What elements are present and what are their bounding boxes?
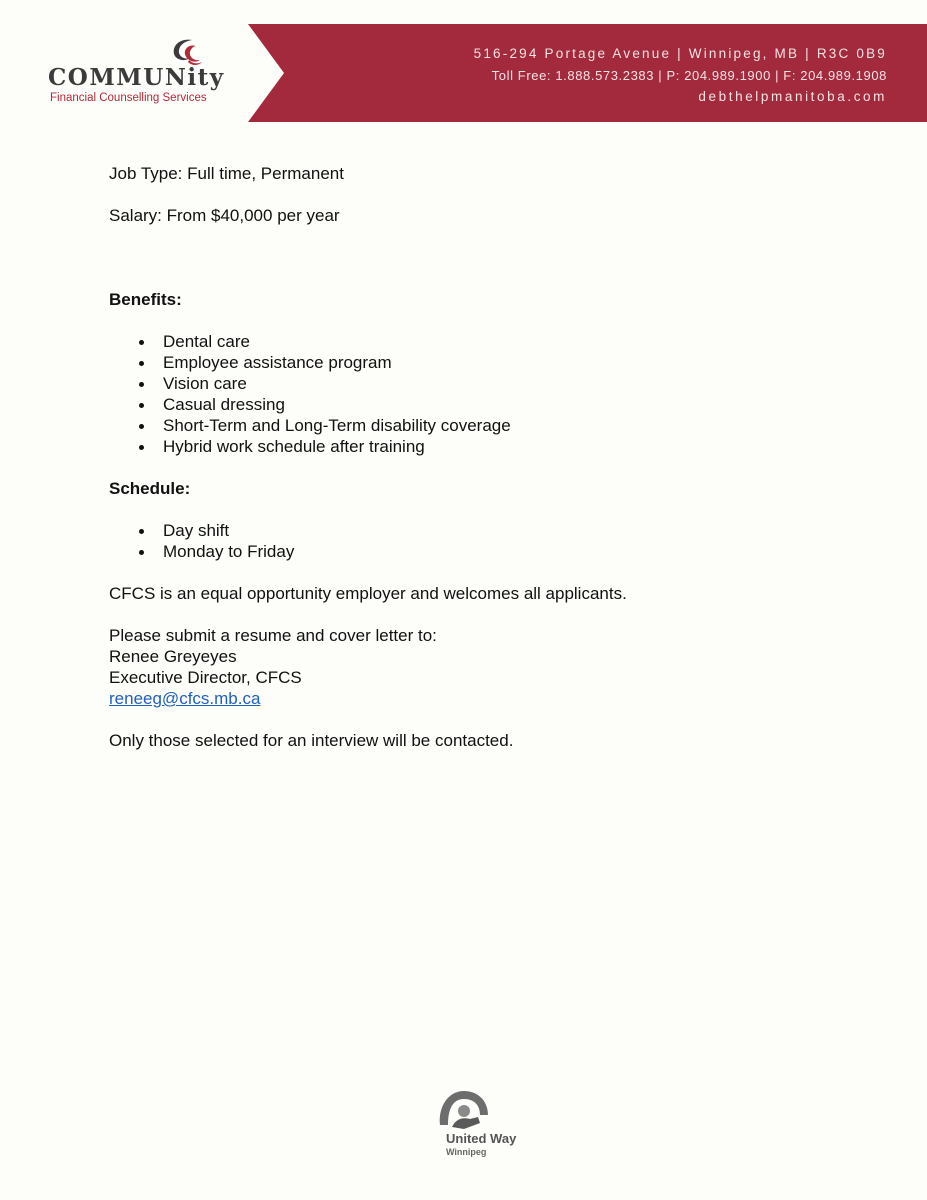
- benefits-heading: Benefits:: [109, 290, 182, 309]
- list-item: Hybrid work schedule after training: [109, 436, 821, 457]
- bullet-icon: [139, 403, 144, 408]
- letterhead: [0, 0, 927, 125]
- bullet-icon: [139, 361, 144, 366]
- salary: Salary: From $40,000 per year: [109, 206, 340, 225]
- website-line: debthelpmanitoba.com: [698, 89, 887, 104]
- united-way-name: United Way: [446, 1131, 517, 1146]
- list-item: Short-Term and Long-Term disability coverage: [109, 415, 821, 436]
- bullet-icon: [139, 529, 144, 534]
- contact-intro: Please submit a resume and cover letter to:: [109, 626, 437, 645]
- bullet-icon: [139, 340, 144, 345]
- address-line: 516-294 Portage Avenue | Winnipeg, MB | R3C 0B9: [473, 46, 887, 61]
- united-way-hand-icon: [434, 1085, 494, 1131]
- united-way-logo: [432, 1085, 542, 1165]
- list-item: Day shift: [109, 520, 821, 541]
- community-logo: [44, 34, 244, 114]
- logo-subtitle: Financial Counselling Services: [50, 92, 207, 104]
- benefits-list: [109, 331, 821, 457]
- contact-banner: [248, 24, 927, 122]
- logo-wordmark: COMMUNity: [48, 64, 225, 91]
- bullet-icon: [139, 424, 144, 429]
- bullet-icon: [139, 445, 144, 450]
- contact-name: Renee Greyeyes: [109, 647, 237, 666]
- bullet-icon: [139, 382, 144, 387]
- bullet-icon: [139, 550, 144, 555]
- schedule-heading: Schedule:: [109, 479, 191, 498]
- list-item: Casual dressing: [109, 394, 821, 415]
- list-item: Dental care: [109, 331, 821, 352]
- united-way-city: Winnipeg: [446, 1147, 487, 1157]
- list-item: Vision care: [109, 373, 821, 394]
- job-type: Job Type: Full time, Permanent: [109, 164, 344, 183]
- phone-line: Toll Free: 1.888.573.2383 | P: 204.989.1900 | F: 204.989.1908: [491, 68, 887, 83]
- list-item: Employee assistance program: [109, 352, 821, 373]
- job-posting-body: [109, 163, 821, 751]
- list-item: Monday to Friday: [109, 541, 821, 562]
- schedule-list: [109, 520, 821, 562]
- contact-title: Executive Director, CFCS: [109, 668, 302, 687]
- closing-note: Only those selected for an interview will be contacted.: [109, 731, 514, 750]
- contact-email-link[interactable]: reneeg@cfcs.mb.ca: [109, 689, 261, 708]
- equal-opportunity-statement: CFCS is an equal opportunity employer and welcomes all applicants.: [109, 584, 627, 603]
